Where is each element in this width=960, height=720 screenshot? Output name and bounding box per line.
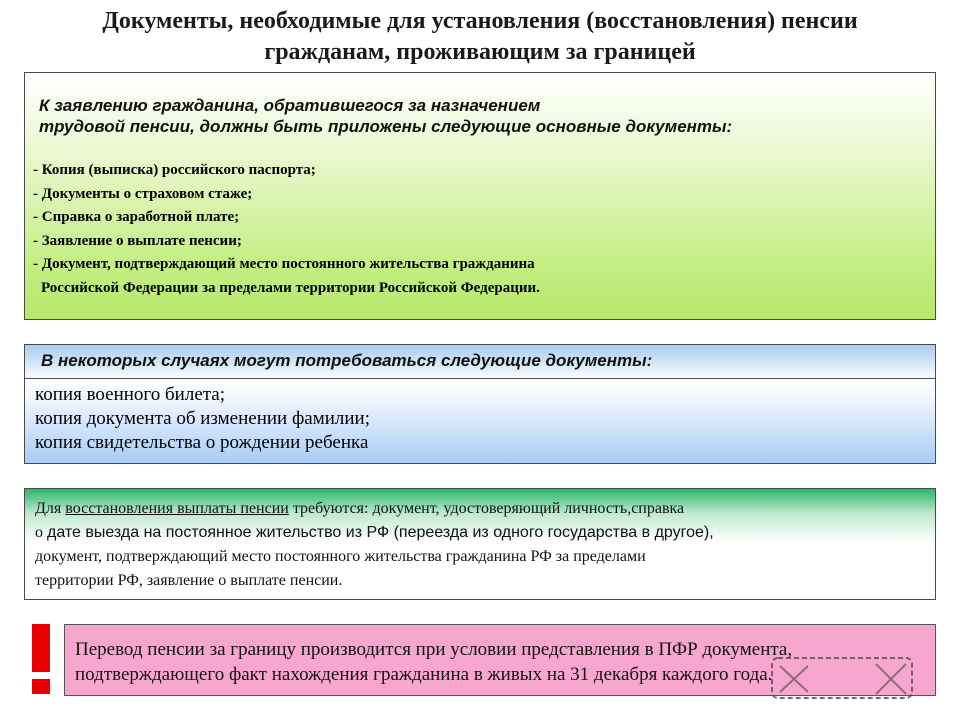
restore-line2-start: о [35,524,47,541]
restore-line4: территории РФ, заявление о выплате пенсии. [35,572,343,589]
list-item: - Документы о страховом стаже; [33,185,253,202]
restore-line2-sans: дате выезда на постоянное жительство из РФ (переезда из одного государства в другое), [47,524,714,541]
basic-documents-lead [39,95,732,137]
basic-documents-box [24,72,936,320]
basic-documents-lead-line2: трудовой пенсии, должны быть приложены следующие основные документы: [39,117,733,136]
restore-payment-box [24,488,936,600]
optional-documents-list [35,383,370,455]
list-item: Российской Федерации за пределами территории Российской Федерации. [41,279,540,296]
basic-documents-lead-line1: К заявлению гражданина, обратившегося за назначением [39,96,541,115]
divider [25,378,935,379]
list-item: - Документ, подтверждающий место постоянного жительства гражданина [33,256,535,272]
list-item: - Справка о заработной плате; [33,209,240,225]
exclamation-bar [32,624,50,672]
page-title-line2: гражданам, проживающим за границей [264,39,696,65]
list-item: - Заявление о выплате пенсии; [33,232,242,249]
restore-line3: документ, подтверждающий место постоянного жительства гражданина РФ за пределами [35,548,646,565]
stamp-icon [768,652,918,704]
basic-documents-list [33,159,540,300]
transfer-note-line2: подтверждающего факт нахождения гражданина в живых на 31 декабря каждого года. [75,664,773,685]
list-item: копия военного билета; [35,384,225,405]
optional-documents-box [24,344,936,464]
restore-prefix: Для [35,500,66,517]
restore-payment-text [35,497,935,593]
list-item: копия свидетельства о рождении ребенка [35,432,369,453]
restore-line2 [35,521,935,545]
restore-line1-rest: требуются: документ, удостоверяющий личность,справка [288,500,685,517]
list-item: - Копия (выписка) российского паспорта; [33,162,316,178]
exclamation-icon [30,624,52,696]
list-item: копия документа об изменении фамилии; [35,408,370,429]
transfer-note-line1: Перевод пенсии за границу производится при условии представления в ПФР документа, [75,639,793,660]
restore-line1 [35,497,935,521]
exclamation-dot [32,679,50,694]
page-title-line1: Документы, необходимые для установления (восстановления) пенсии [102,8,858,34]
page-title [20,6,940,68]
restore-underlined-term: восстановления выплаты пенсии [65,500,289,517]
optional-documents-lead: В некоторых случаях могут потребоваться следующие документы: [41,351,653,370]
